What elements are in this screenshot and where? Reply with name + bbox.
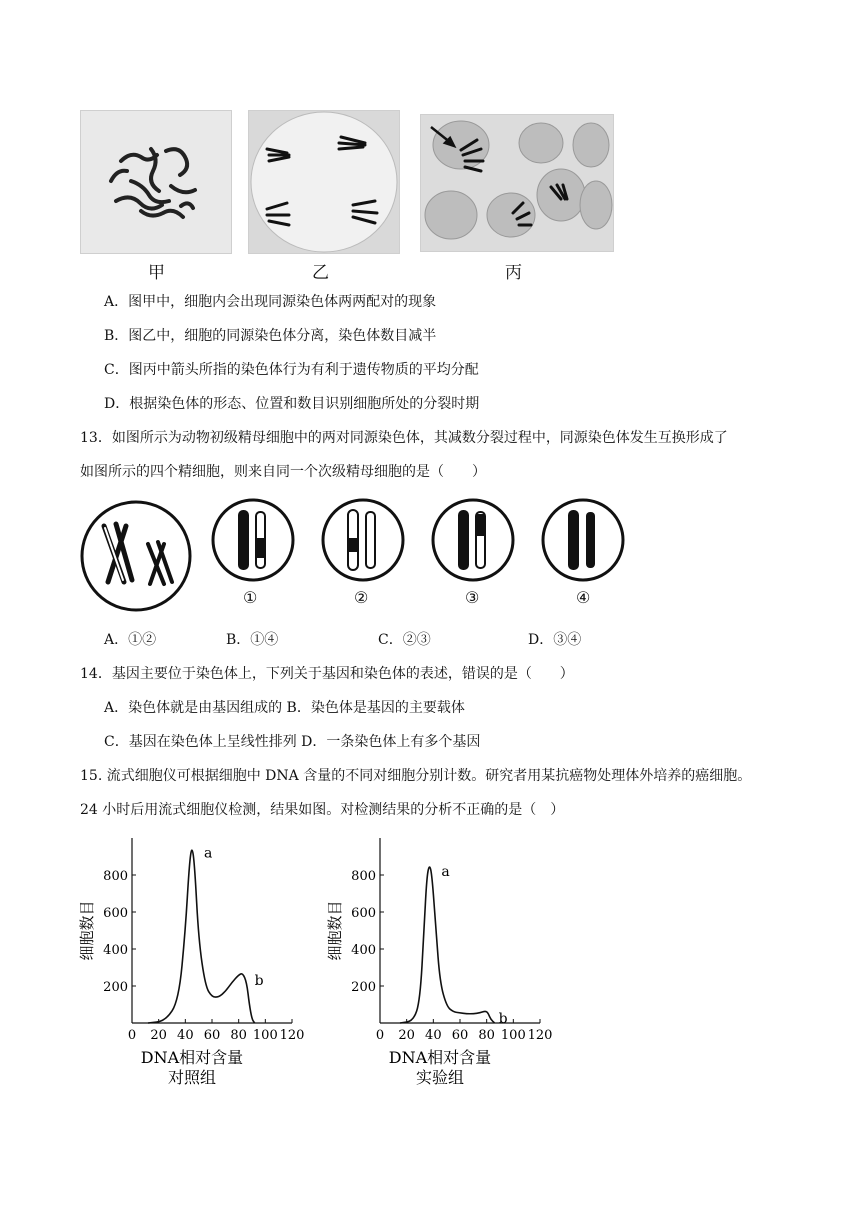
sperm-cell-1 bbox=[213, 500, 293, 580]
x-tick-label: 120 bbox=[279, 1028, 305, 1043]
x-tick-label: 80 bbox=[230, 1028, 247, 1043]
q13-option-b: B．①④ bbox=[226, 632, 279, 648]
q13-option-c: C．②③ bbox=[378, 632, 431, 648]
y-tick-label: 600 bbox=[103, 906, 128, 921]
micrograph-bing bbox=[420, 114, 614, 252]
cell-label-3: ③ bbox=[465, 588, 480, 607]
y-axis-label: 细胞数目 bbox=[326, 900, 344, 961]
x-tick-label: 40 bbox=[425, 1028, 442, 1043]
y-tick-label: 800 bbox=[103, 869, 128, 884]
chart-title: 对照组 bbox=[167, 1068, 217, 1087]
series-line bbox=[148, 850, 255, 1023]
q12-option-c: C．图丙中箭头所指的染色体行为有利于遗传物质的平均分配 bbox=[104, 362, 479, 378]
fig-label-yi: 乙 bbox=[312, 263, 329, 283]
chromosome-spread-jia bbox=[81, 111, 231, 253]
peak-label-b: b bbox=[254, 973, 264, 990]
q13-stem-line1: 13．如图所示为动物初级精母细胞中的两对同源染色体，其减数分裂过程中，同源染色体发生互换形成了 bbox=[80, 430, 728, 446]
x-tick-label: 20 bbox=[398, 1028, 415, 1043]
y-tick-label: 800 bbox=[351, 869, 376, 884]
q14-options-row1: C．基因在染色体上呈线性排列 D．一条染色体上有多个基因 bbox=[104, 734, 481, 750]
fig-label-bing: 丙 bbox=[505, 263, 522, 283]
peak-label-a: a bbox=[441, 863, 450, 880]
x-axis-label: DNA相对含量 bbox=[140, 1048, 244, 1067]
sperm-cell-2 bbox=[323, 500, 403, 580]
q15-stem-line1: 15. 流式细胞仪可根据细胞中 DNA 含量的不同对细胞分别计数。研究者用某抗癌物处理体外培养的癌细胞。 bbox=[80, 768, 752, 784]
chart-control-group bbox=[72, 828, 312, 1094]
x-tick-label: 100 bbox=[500, 1028, 526, 1043]
q13-stem-line2: 如图所示的四个精细胞，则来自同一个次级精母细胞的是（ ） bbox=[80, 464, 486, 480]
cell-label-2: ② bbox=[354, 588, 369, 607]
q14-stem: 14．基因主要位于染色体上，下列关于基因和染色体的表述，错误的是（ ） bbox=[80, 666, 574, 682]
y-tick-label: 600 bbox=[351, 906, 376, 921]
q15-stem-line2: 24 小时后用流式细胞仪检测，结果如图。对检测结果的分析不正确的是（ ） bbox=[80, 802, 565, 818]
x-axis-label: DNA相对含量 bbox=[388, 1048, 492, 1067]
x-tick-label: 100 bbox=[252, 1028, 278, 1043]
x-tick-label: 0 bbox=[127, 1028, 137, 1043]
q14-options-row0: A．染色体就是由基因组成的 B．染色体是基因的主要载体 bbox=[104, 700, 465, 716]
y-axis-label: 细胞数目 bbox=[78, 900, 96, 961]
cells-bing bbox=[421, 115, 613, 251]
chart-experimental-group bbox=[320, 828, 560, 1094]
peak-label-b: b bbox=[498, 1010, 508, 1027]
anaphase-cell-yi bbox=[249, 111, 399, 253]
q13-figure bbox=[80, 498, 640, 642]
primary-spermatocyte bbox=[82, 502, 190, 610]
q12-option-a: A．图甲中，细胞内会出现同源染色体两两配对的现象 bbox=[104, 294, 437, 310]
x-tick-label: 40 bbox=[177, 1028, 194, 1043]
micrograph-yi bbox=[248, 110, 400, 254]
y-tick-label: 200 bbox=[351, 980, 376, 995]
micrograph-jia bbox=[80, 110, 232, 254]
x-tick-label: 60 bbox=[451, 1028, 469, 1043]
peak-label-a: a bbox=[204, 845, 213, 862]
series-line bbox=[400, 867, 495, 1023]
sperm-cell-3 bbox=[433, 500, 513, 580]
cell-label-1: ① bbox=[243, 588, 258, 607]
x-tick-label: 20 bbox=[150, 1028, 167, 1043]
q13-option-a: A．①② bbox=[104, 632, 157, 648]
q12-option-d: D．根据染色体的形态、位置和数目识别细胞所处的分裂时期 bbox=[104, 396, 480, 412]
x-tick-label: 0 bbox=[375, 1028, 385, 1043]
chart-title: 实验组 bbox=[415, 1068, 465, 1087]
x-tick-label: 80 bbox=[478, 1028, 495, 1043]
q13-option-d: D．③④ bbox=[528, 632, 582, 648]
x-tick-label: 120 bbox=[527, 1028, 553, 1043]
q12-option-b: B．图乙中，细胞的同源染色体分离，染色体数目减半 bbox=[104, 328, 437, 344]
y-tick-label: 200 bbox=[103, 980, 128, 995]
cell-label-4: ④ bbox=[576, 588, 591, 607]
y-tick-label: 400 bbox=[103, 943, 128, 958]
y-tick-label: 400 bbox=[351, 943, 376, 958]
sperm-cell-4 bbox=[543, 500, 623, 580]
fig-label-jia: 甲 bbox=[148, 263, 165, 283]
x-tick-label: 60 bbox=[203, 1028, 221, 1043]
